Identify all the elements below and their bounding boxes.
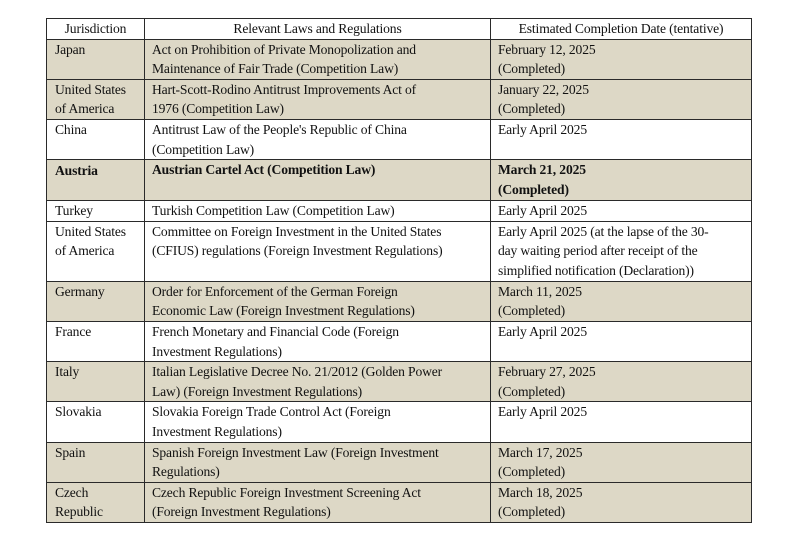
date-cell	[491, 160, 752, 201]
header-row	[47, 19, 752, 40]
laws-line: (CFIUS) regulations (Foreign Investment Regulations)	[152, 243, 443, 259]
status-line: (Completed)	[498, 504, 566, 520]
laws-line: Hart-Scott-Rodino Antitrust Improvements Act of	[152, 81, 417, 97]
table-row	[47, 160, 752, 201]
table-row	[47, 482, 752, 522]
jurisdiction-line: Spain	[55, 444, 86, 460]
date-line: Early April 2025	[498, 203, 587, 219]
jurisdiction-cell	[47, 321, 145, 361]
laws-cell	[145, 442, 491, 482]
date-cell	[491, 79, 752, 119]
laws-cell	[145, 482, 491, 522]
laws-line: Act on Prohibition of Private Monopolization and	[152, 41, 416, 57]
jurisdiction-cell	[47, 119, 145, 159]
date-cell	[491, 362, 752, 402]
date-cell	[491, 221, 752, 281]
jurisdiction-cell	[47, 362, 145, 402]
jurisdiction-line: Germany	[55, 283, 105, 299]
table-row	[47, 402, 752, 442]
status-line: (Completed)	[498, 61, 566, 77]
jurisdiction-cell	[47, 482, 145, 522]
jurisdiction-line: Austria	[55, 163, 98, 179]
laws-cell	[145, 79, 491, 119]
jurisdiction-line: United States	[55, 223, 126, 239]
table-row	[47, 221, 752, 281]
laws-line: Turkish Competition Law (Competition Law)	[152, 203, 395, 219]
laws-line: (Foreign Investment Regulations)	[152, 504, 331, 520]
date-line: Early April 2025	[498, 121, 587, 137]
date-cell	[491, 281, 752, 321]
date-line: day waiting period after receipt of the	[498, 243, 698, 259]
date-line: March 18, 2025	[498, 484, 583, 500]
jurisdiction-line: Republic	[55, 504, 103, 520]
jurisdiction-cell	[47, 221, 145, 281]
jurisdiction-line: Italy	[55, 364, 80, 380]
date-line: Early April 2025 (at the lapse of the 30-	[498, 223, 709, 239]
laws-cell	[145, 221, 491, 281]
jurisdiction-cell	[47, 160, 145, 201]
status-line: (Completed)	[498, 303, 566, 319]
table-row	[47, 281, 752, 321]
laws-line: Investment Regulations)	[152, 423, 282, 439]
laws-cell	[145, 39, 491, 79]
jurisdiction-line: Slovakia	[55, 404, 102, 420]
date-line: March 11, 2025	[498, 283, 582, 299]
laws-line: Regulations)	[152, 464, 220, 480]
laws-cell	[145, 321, 491, 361]
header-completion-date: Estimated Completion Date (tentative)	[491, 19, 752, 40]
date-cell	[491, 442, 752, 482]
jurisdiction-cell	[47, 201, 145, 222]
table-row	[47, 79, 752, 119]
jurisdiction-line: Turkey	[55, 203, 93, 219]
laws-cell	[145, 362, 491, 402]
date-line: January 22, 2025	[498, 81, 589, 97]
jurisdiction-cell	[47, 281, 145, 321]
jurisdiction-line: France	[55, 323, 92, 339]
regulations-table	[46, 18, 752, 523]
laws-cell	[145, 201, 491, 222]
jurisdiction-line: of America	[55, 101, 115, 117]
laws-line: Spanish Foreign Investment Law (Foreign Investment	[152, 444, 439, 460]
jurisdiction-cell	[47, 79, 145, 119]
date-cell	[491, 39, 752, 79]
jurisdiction-line: Czech	[55, 484, 89, 500]
table-row	[47, 442, 752, 482]
date-line: simplified notification (Declaration))	[498, 262, 694, 278]
laws-cell	[145, 119, 491, 159]
laws-line: 1976 (Competition Law)	[152, 101, 284, 117]
laws-line: Order for Enforcement of the German Foreign	[152, 283, 398, 299]
date-line: Early April 2025	[498, 323, 587, 339]
status-line: (Completed)	[498, 181, 569, 197]
date-line: February 12, 2025	[498, 41, 596, 57]
jurisdiction-line: of America	[55, 243, 115, 259]
status-line: (Completed)	[498, 383, 566, 399]
date-cell	[491, 119, 752, 159]
table-row	[47, 362, 752, 402]
laws-line: Economic Law (Foreign Investment Regulations)	[152, 303, 415, 319]
table-row	[47, 39, 752, 79]
date-cell	[491, 402, 752, 442]
laws-line: Czech Republic Foreign Investment Screening Act	[152, 484, 421, 500]
date-line: February 27, 2025	[498, 364, 596, 380]
jurisdiction-cell	[47, 442, 145, 482]
table-row	[47, 119, 752, 159]
date-cell	[491, 321, 752, 361]
laws-line: Committee on Foreign Investment in the United States	[152, 223, 442, 239]
jurisdiction-line: China	[55, 121, 87, 137]
table-row	[47, 321, 752, 361]
status-line: (Completed)	[498, 464, 566, 480]
date-line: Early April 2025	[498, 404, 587, 420]
laws-line: Austrian Cartel Act (Competition Law)	[152, 162, 376, 178]
laws-line: Italian Legislative Decree No. 21/2012 (Golden Power	[152, 364, 443, 380]
laws-line: Investment Regulations)	[152, 343, 282, 359]
laws-line: French Monetary and Financial Code (Foreign	[152, 323, 399, 339]
laws-line: Law) (Foreign Investment Regulations)	[152, 383, 363, 399]
jurisdiction-cell	[47, 402, 145, 442]
laws-line: Slovakia Foreign Trade Control Act (Foreign	[152, 404, 391, 420]
laws-cell	[145, 160, 491, 201]
laws-line: Maintenance of Fair Trade (Competition Law)	[152, 61, 399, 77]
header-laws: Relevant Laws and Regulations	[145, 19, 491, 40]
laws-line: Antitrust Law of the People's Republic of China	[152, 121, 407, 137]
header-jurisdiction: Jurisdiction	[47, 19, 145, 40]
jurisdiction-line: Japan	[55, 41, 86, 57]
table-row	[47, 201, 752, 222]
status-line: (Completed)	[498, 101, 566, 117]
laws-cell	[145, 402, 491, 442]
date-line: March 21, 2025	[498, 162, 586, 178]
jurisdiction-line: United States	[55, 81, 126, 97]
laws-line: (Competition Law)	[152, 141, 255, 157]
jurisdiction-cell	[47, 39, 145, 79]
date-cell	[491, 201, 752, 222]
laws-cell	[145, 281, 491, 321]
date-line: March 17, 2025	[498, 444, 583, 460]
date-cell	[491, 482, 752, 522]
